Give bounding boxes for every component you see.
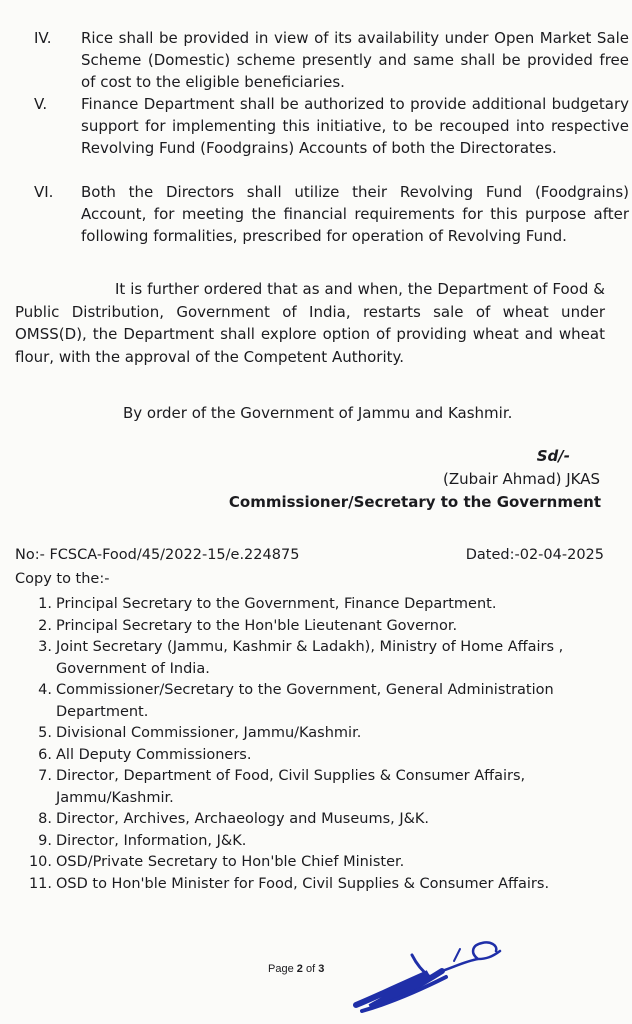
list-item-text: Principal Secretary to the Government, Finance Department.: [56, 596, 497, 612]
list-item-text: Director, Information, J&K.: [56, 832, 247, 849]
by-order-line: By order of the Government of Jammu and Kashmir.: [123, 404, 513, 422]
list-item-number: 8.: [38, 811, 52, 827]
list-item-number: 2.: [38, 617, 52, 634]
page-current: 2: [296, 963, 303, 975]
page-word: Page: [268, 963, 294, 975]
page-total: 3: [318, 963, 325, 975]
list-item-number: 9.: [38, 832, 52, 849]
clause-text: Rice shall be provided in view of its availability under Open Market Sale Scheme (Domestic) scheme presently and same shall be provided free of cost to the eligible beneficiaries.: [81, 29, 629, 91]
list-item-text: Director, Archives, Archaeology and Museums, J&K.: [56, 811, 430, 827]
list-item-number: 6.: [38, 746, 52, 763]
list-item-number: 7.: [38, 768, 52, 784]
list-item-text: Director, Department of Food, Civil Supplies & Consumer Affairs, Jammu/Kashmir.: [56, 768, 526, 806]
list-item-text: OSD/Private Secretary to Hon'ble Chief Minister.: [56, 854, 405, 870]
list-item: [20, 766, 610, 809]
copy-to-list: [20, 594, 610, 895]
list-item: [20, 831, 610, 853]
reference-date: Dated:-02-04-2025: [465, 547, 604, 563]
clause-number: V.: [34, 95, 48, 113]
clause-number: IV.: [34, 29, 52, 47]
list-item: [20, 616, 610, 638]
list-item: [20, 874, 610, 896]
list-item-number: 1.: [38, 596, 52, 612]
copy-to-heading: Copy to the:-: [15, 571, 110, 587]
further-order-paragraph: It is further ordered that as and when, the Department of Food & Public Distribution, Government of India, restarts sale of wheat under OMSS(D), the Department shall explore option of providing wheat and wheat flour, with the approval of the Competent Authority.: [15, 280, 605, 366]
handwritten-signature: [350, 925, 530, 1020]
list-item-number: 11.: [28, 875, 52, 892]
clause-number: VI.: [34, 183, 54, 201]
clause-text: Finance Department shall be authorized to provide additional budgetary support for implementing this initiative, to be recouped into respective Revolving Fund (Foodgrains) Accounts of both the Directorates.: [81, 95, 629, 157]
list-item-text: Divisional Commissioner, Jammu/Kashmir.: [56, 725, 362, 741]
signer-name: (Zubair Ahmad) JKAS: [443, 470, 600, 488]
sd-mark: Sd/-: [536, 447, 570, 465]
list-item-number: 3.: [38, 639, 52, 655]
list-item-number: 5.: [38, 725, 52, 741]
clause-v: [24, 93, 629, 181]
list-item: [20, 852, 610, 874]
list-item-text: Commissioner/Secretary to the Government, General Administration Department.: [56, 682, 554, 720]
of-word: of: [305, 963, 316, 975]
list-item-text: Principal Secretary to the Hon'ble Lieutenant Governor.: [56, 617, 458, 634]
clause-iv: [24, 27, 629, 93]
list-item: [20, 723, 610, 745]
list-item-text: All Deputy Commissioners.: [56, 746, 252, 763]
clause-text: Both the Directors shall utilize their Revolving Fund (Foodgrains) Account, for meeting the financial requirements for this purpose after following formalities, prescribed for operation of Revolving Fund.: [81, 183, 629, 245]
clause-vi: [24, 181, 629, 269]
list-item-number: 10.: [28, 854, 52, 870]
list-item: [20, 745, 610, 767]
list-item: [20, 637, 610, 680]
signer-title: Commissioner/Secretary to the Government: [228, 493, 601, 511]
page-footer: [268, 963, 324, 975]
reference-number: No:- FCSCA-Food/45/2022-15/e.224875: [15, 547, 300, 563]
list-item-number: 4.: [38, 682, 52, 698]
list-item-text: OSD to Hon'ble Minister for Food, Civil Supplies & Consumer Affairs.: [56, 875, 550, 892]
list-item: [20, 680, 610, 723]
list-item: [20, 809, 610, 831]
list-item-text: Joint Secretary (Jammu, Kashmir & Ladakh), Ministry of Home Affairs , Government of India.: [56, 639, 564, 677]
list-item: [20, 594, 610, 616]
